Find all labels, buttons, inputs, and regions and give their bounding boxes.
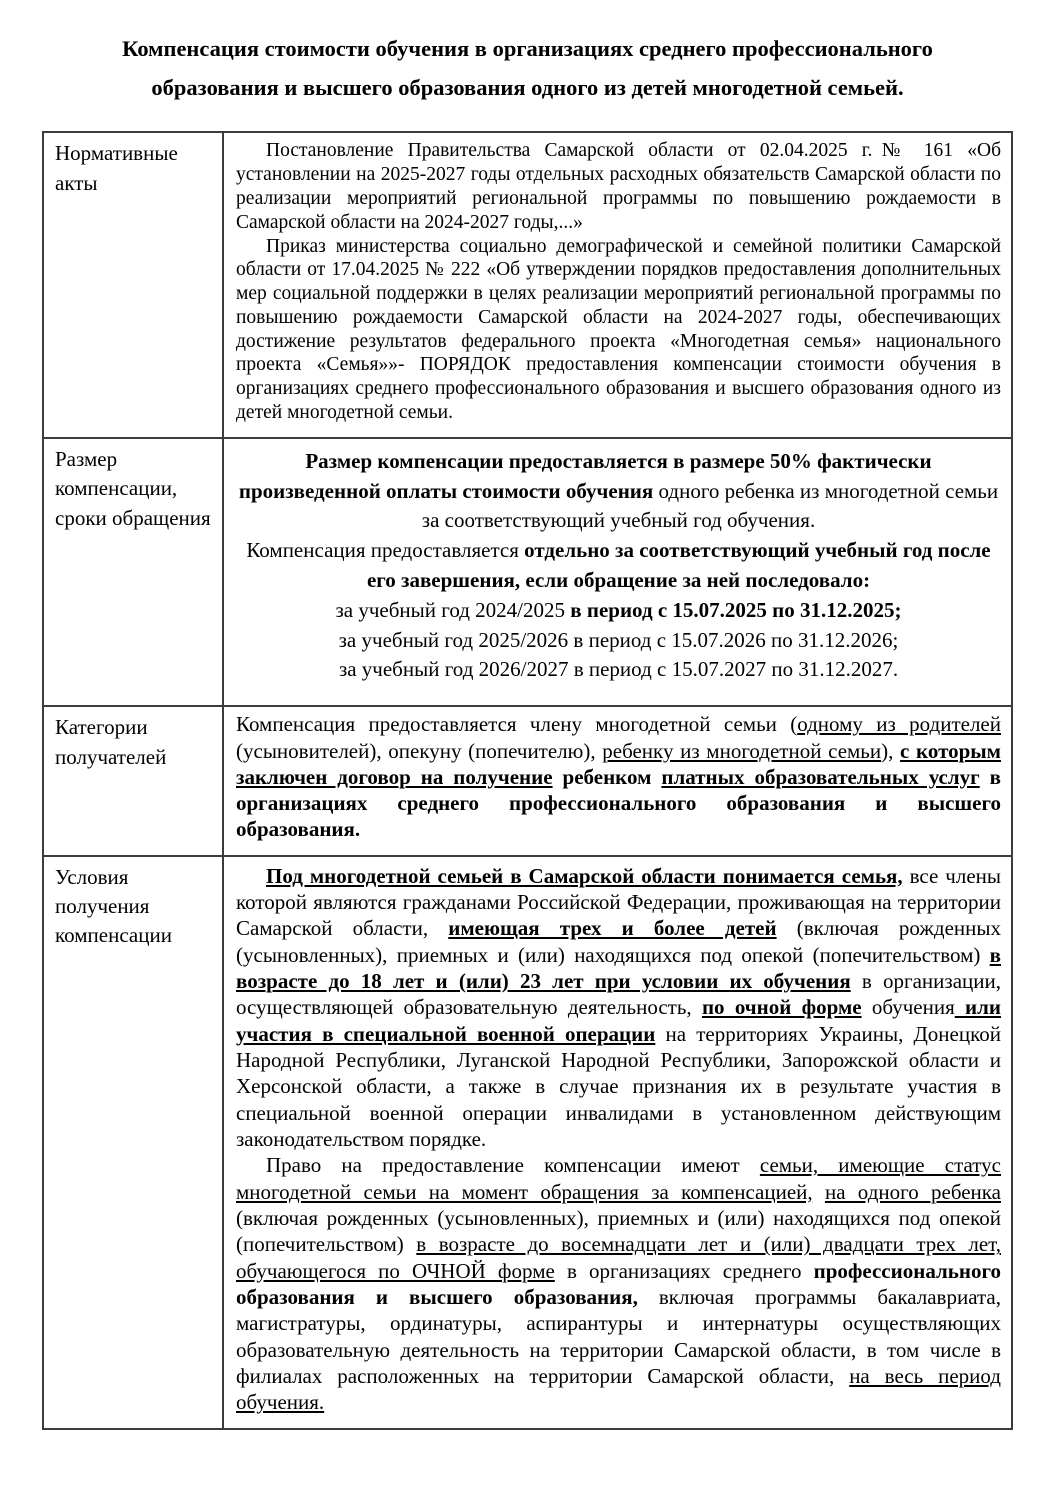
paragraph xyxy=(236,711,1001,842)
paragraph xyxy=(236,626,1001,656)
text-run: Постановление Правительства Самарской области от 02.04.2025 г.№ 161 «Об установлении на 2025-2027 годы отдельных расходных обязательств Самарской области по реализации мероприятий региональной программы по повышению рождаемости в Самарской области на 2024-2027 годы,...» xyxy=(236,140,1001,233)
text-run: на территориях Украины, Донецкой Народной Республики, Луганской Народной Республики, Запорожской области и Херсонской области, а также в случае признания их в результате участия в специальной военной операции инвалидами в установленном действующим законодательством порядке. xyxy=(236,1021,1001,1151)
table-row xyxy=(43,132,1012,437)
text-run: в возрасте до восемнадцати лет и (или) двадцати трех лет, обучающегося по ОЧНОЙ форме xyxy=(236,1232,1001,1283)
text-run: Размер компенсации предоставляется в размере 50% фактически произведенной оплаты стоимости обучения xyxy=(238,448,932,503)
text-run: Под многодетной семьей в Самарской области понимается семья, xyxy=(266,863,903,888)
text-run: в организациях среднего xyxy=(554,1258,814,1283)
text-run: платных образовательных услуг xyxy=(661,764,980,789)
paragraph xyxy=(236,139,1001,234)
text-run: (включая рожденных (усыновленных), приемных и (или) находящихся под опекой (попечительством) xyxy=(236,1205,1001,1257)
text-run: Компенсация предоставляется члену многодетной семьи ( xyxy=(236,712,798,737)
text-run: за учебный год 2025/2026 в период с 15.07.2026 по 31.12.2026; xyxy=(338,627,899,652)
text-run: ), xyxy=(881,738,901,763)
text-run: в период с 15.07.2025 по 31.12.2025; xyxy=(570,597,902,622)
row-content xyxy=(223,132,1012,437)
paragraph xyxy=(236,1152,1001,1415)
text-run: одному из родителей xyxy=(797,712,1001,737)
text-run: (усыновителей), опекуну (попечителю), xyxy=(236,738,603,763)
text-run: если обращение за ней последовало: xyxy=(525,568,871,592)
text-run: (включая рожденных (усыновленных), приемных и (или) находящихся под опекой (попечительством) xyxy=(236,916,1001,967)
row-label: Категории получателей xyxy=(43,706,223,855)
row-label: Размер компенсации, сроки обращения xyxy=(43,438,223,707)
text-run: Компенсация предоставляется xyxy=(246,538,525,563)
paragraph xyxy=(236,596,1001,626)
text-run: обучения xyxy=(861,995,955,1020)
text-run: , xyxy=(514,568,526,592)
text-run: семьи, имеющие статус многодетной семьи на момент обращения за компенсацией, xyxy=(236,1153,1001,1204)
text-run: на одного ребенка xyxy=(824,1179,1001,1204)
text-run: в организациях среднего профессионального образования и высшего образования. xyxy=(236,764,1001,842)
row-content xyxy=(223,706,1012,855)
table-row xyxy=(43,706,1012,855)
paragraph xyxy=(236,447,1001,536)
text-run: имеющая трех и более детей xyxy=(448,916,777,941)
text-run: или участия в специальной военной операции xyxy=(236,995,1002,1046)
paragraph xyxy=(236,536,1001,596)
text-run: одного ребенка из многодетной семьи за соответствующий учебный год обучения. xyxy=(421,478,999,533)
text-run: Право на предоставление компенсации имеют xyxy=(266,1153,760,1178)
text-run: все члены которой являются гражданами Российской Федерации, проживающая на территории Самарской области, xyxy=(236,863,1001,941)
text-run: за учебный год 2026/2027 в период с 15.07.2027 по 31.12.2027. xyxy=(338,657,899,682)
row-content xyxy=(223,438,1012,707)
text-run: в организации, осуществляющей образовательную деятельность, xyxy=(236,968,1001,1020)
text-run: ребенком xyxy=(552,764,662,789)
document-title: Компенсация стоимости обучения в организациях среднего профессионального образования и высшего образования одного из детей многодетной семьей. xyxy=(122,36,933,100)
text-run: Приказ министерства социально демографической и семейной политики Самарской области от 17.04.2025 № 222 «Об утверждении порядков предоставления дополнительных мер социальной поддержки в целях реализации мероприятий региональной программы по повышению рождаемости Самарской области на 2024-2027 годы, обеспечивающих достижение результатов федерального проекта «Многодетная семья» национального проекта «Семья»»- ПОРЯДОК предоставления компенсации стоимости обучения в организациях среднего профессионального образования и высшего образования одного из детей многодетной семьи. xyxy=(236,235,1001,423)
paragraph xyxy=(236,235,1001,425)
text-run: отдельно за соответствующий учебный год после его завершения xyxy=(366,538,991,592)
paragraph xyxy=(236,863,1001,1153)
row-label: Условия получения компенсации xyxy=(43,856,223,1429)
text-run xyxy=(813,1180,825,1204)
table-row xyxy=(43,438,1012,707)
text-run: по очной форме xyxy=(701,995,862,1020)
text-run: профессионального образования и высшего образования, xyxy=(236,1258,1002,1309)
document-table xyxy=(42,131,1013,1429)
paragraph xyxy=(236,655,1001,685)
text-run: ребенку из многодетной семьи xyxy=(602,738,882,763)
text-run: с которым заключен договор на получение xyxy=(236,738,1001,789)
text-run: в возрасте до 18 лет и (или) 23 лет при условии их обучения xyxy=(236,942,1001,993)
table-row xyxy=(43,856,1012,1429)
text-run: на весь период обучения. xyxy=(236,1364,1001,1415)
document-table-body xyxy=(43,132,1012,1428)
row-label: Нормативные акты xyxy=(43,132,223,437)
text-run: за учебный год 2024/2025 xyxy=(335,597,571,622)
row-content xyxy=(223,856,1012,1429)
text-run: включая программы бакалавриата, магистратуры, ординатуры, аспирантуры и интернатуры осуществляющих образовательную деятельность на территории Самарской области, в том числе в филиалах расположенных на территории Самарской области, xyxy=(236,1285,1001,1389)
